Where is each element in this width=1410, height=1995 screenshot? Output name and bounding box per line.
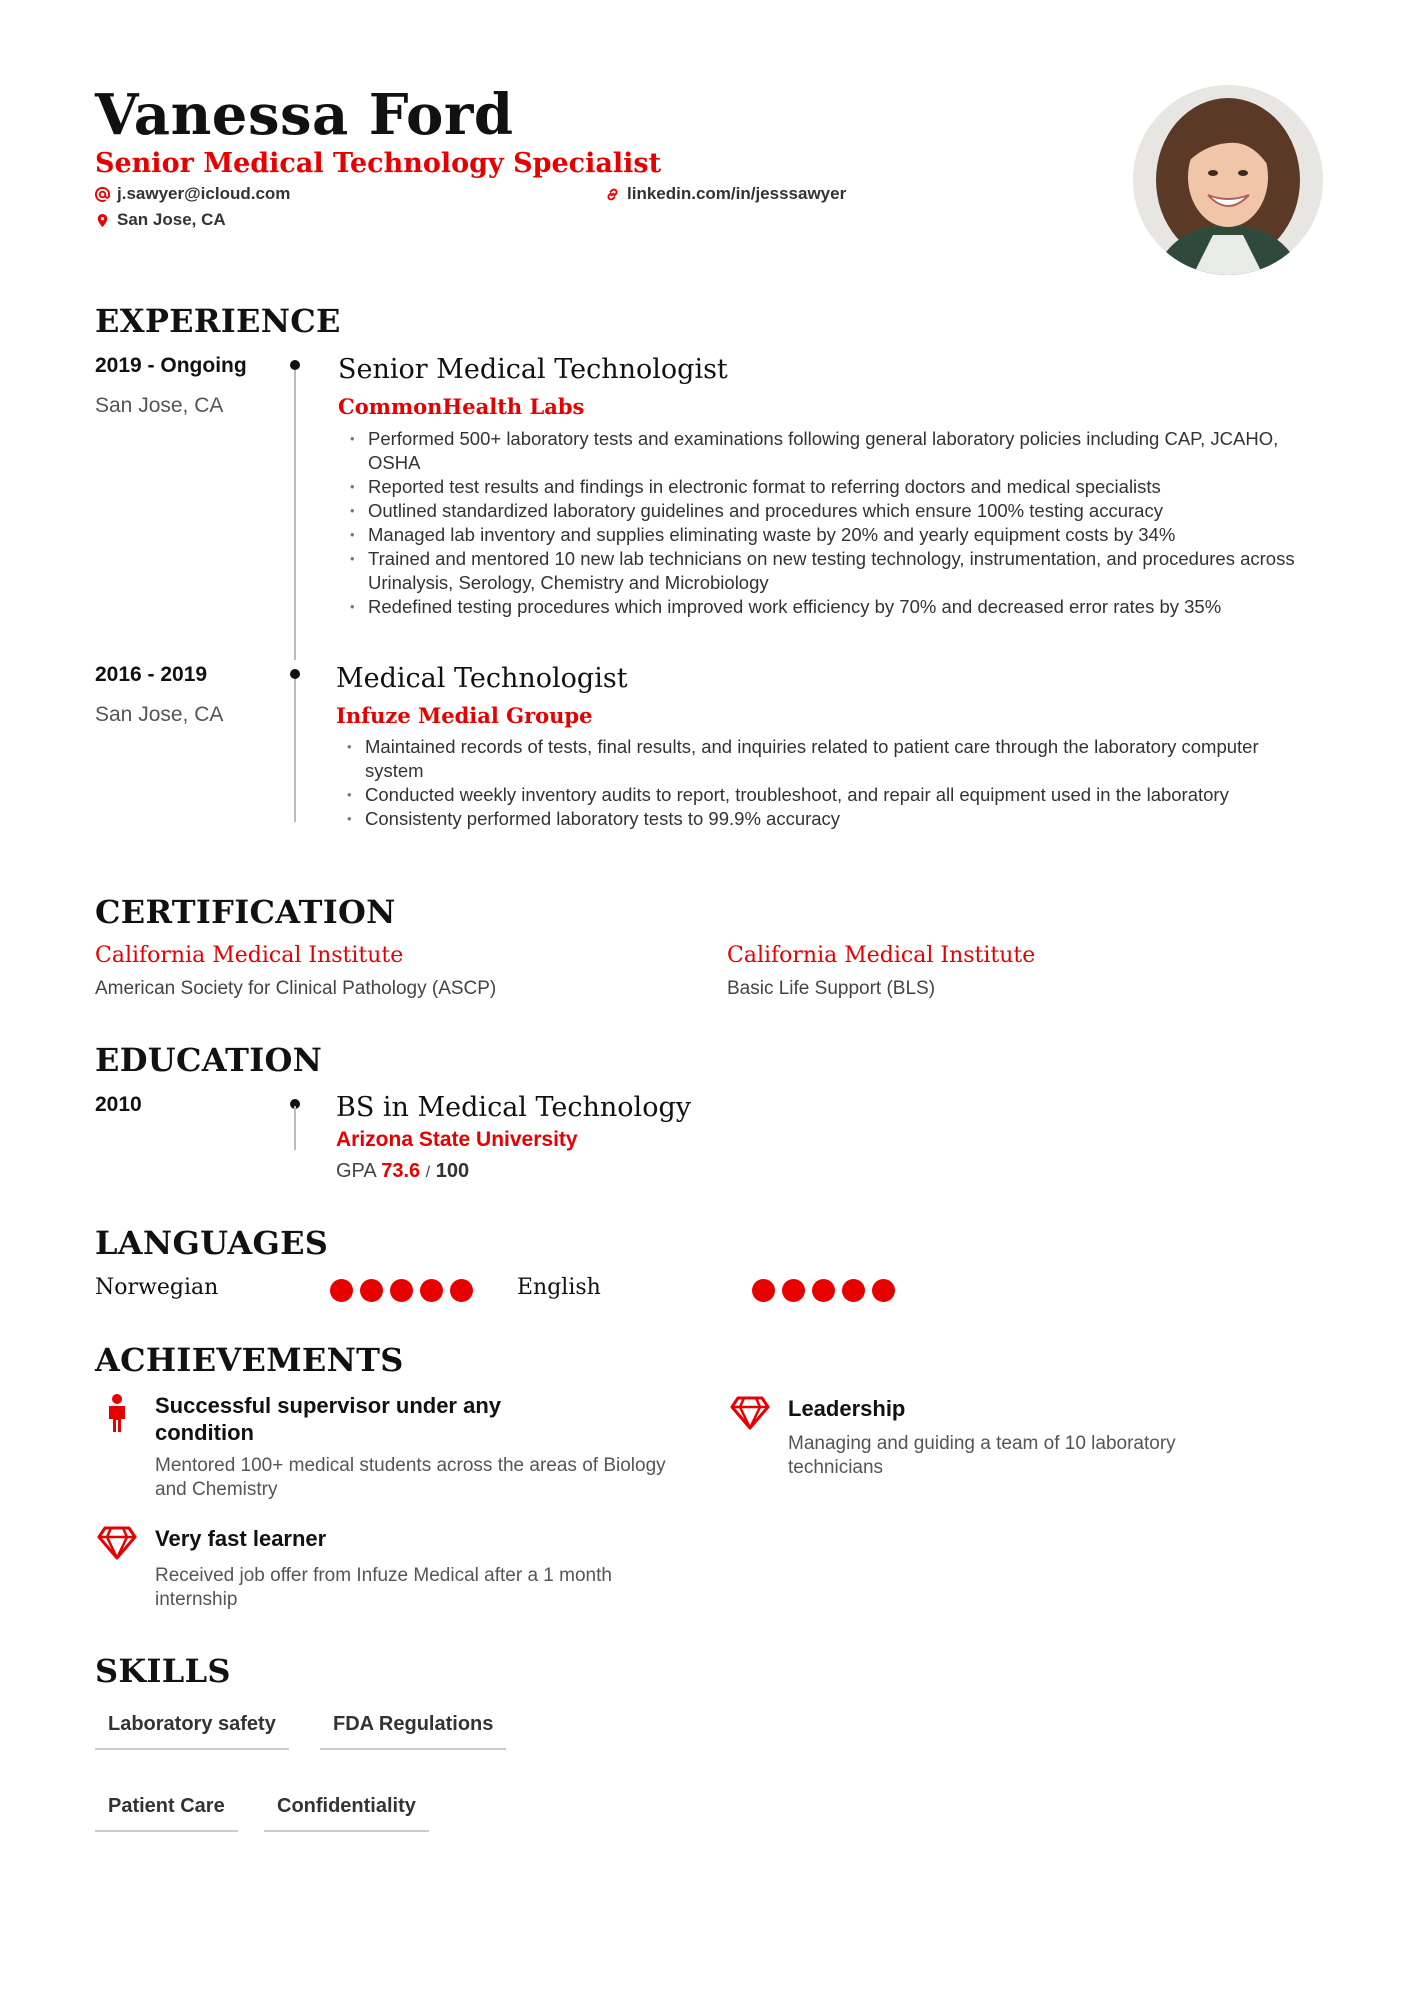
rating-dot [390, 1279, 413, 1302]
job-1-bullet: • Trained and mentored 10 new lab technicians on new testing technology, instrumentation, and procedures across Urinalysis, Serology, Chemistry and Microbiology [346, 547, 1326, 595]
achievement-2-title: Leadership [788, 1396, 906, 1421]
skills-heading: SKILLS [95, 1652, 231, 1690]
linkedin-text: linkedin.com/in/jesssawyer [627, 184, 847, 203]
job-2-location: San Jose, CA [95, 703, 224, 726]
rating-dot [812, 1279, 835, 1302]
rating-dot [872, 1279, 895, 1302]
job-2-bullet: • Maintained records of tests, final results, and inquiries related to patient care through the laboratory computer system [343, 735, 1313, 783]
job-2-role: Medical Technologist [336, 663, 628, 694]
language-2-rating [752, 1279, 895, 1302]
cert-2-name: Basic Life Support (BLS) [727, 978, 936, 999]
job-2-timeline-line [294, 672, 296, 822]
languages-heading: LANGUAGES [95, 1224, 329, 1262]
at-icon [95, 187, 110, 202]
job-2-dates: 2016 - 2019 [95, 663, 208, 686]
language-1-rating [330, 1279, 473, 1302]
skill-tag: FDA Regulations [320, 1713, 506, 1750]
language-1-name: Norwegian [95, 1275, 219, 1300]
location-pin-icon [95, 213, 110, 228]
job-2-timeline-dot [290, 669, 300, 679]
cert-1-name: American Society for Clinical Pathology (ASCP) [95, 978, 497, 999]
achievement-3-title: Very fast learner [155, 1526, 327, 1551]
linkedin-contact[interactable] [605, 184, 846, 204]
achievements-heading: ACHIEVEMENTS [95, 1341, 404, 1379]
person-icon [97, 1393, 137, 1438]
education-gpa [336, 1160, 469, 1183]
achievement-2-desc: Managing and guiding a team of 10 laboratory technicians [788, 1433, 1176, 1478]
job-1-dates: 2019 - Ongoing [95, 354, 247, 377]
job-2-bullet: • Conducted weekly inventory audits to report, troubleshoot, and repair all equipment used in the laboratory [343, 783, 1313, 807]
email-text: j.sawyer@icloud.com [117, 184, 291, 203]
rating-dot [752, 1279, 775, 1302]
education-school: Arizona State University [336, 1128, 578, 1151]
gpa-label: GPA [336, 1160, 376, 1182]
job-1-bullet: • Outlined standardized laboratory guidelines and procedures which ensure 100% testing accuracy [346, 499, 1326, 523]
job-1-company: CommonHealth Labs [338, 394, 585, 419]
skill-tag: Confidentiality [264, 1795, 429, 1832]
location-contact [95, 210, 226, 230]
job-1-timeline-dot [290, 360, 300, 370]
achievement-3-desc: Received job offer from Infuze Medical after a 1 month internship [155, 1565, 612, 1610]
job-1-bullet: • Performed 500+ laboratory tests and examinations following general laboratory policies including CAP, JCAHO, OSHA [346, 427, 1326, 475]
job-2-company: Infuze Medial Groupe [336, 703, 593, 728]
diamond-icon [97, 1522, 137, 1567]
cert-1-institution: California Medical Institute [95, 943, 404, 968]
education-heading: EDUCATION [95, 1041, 323, 1079]
rating-dot [420, 1279, 443, 1302]
job-title: Senior Medical Technology Specialist [95, 148, 662, 179]
certification-heading: CERTIFICATION [95, 893, 396, 931]
rating-dot [782, 1279, 805, 1302]
rating-dot [450, 1279, 473, 1302]
diamond-icon [730, 1392, 770, 1437]
gpa-value: 73.6 [381, 1160, 421, 1182]
cert-2-institution: California Medical Institute [727, 943, 1036, 968]
job-2-bullets [343, 735, 1313, 831]
job-2-bullet: • Consistenty performed laboratory tests to 99.9% accuracy [343, 807, 1313, 831]
education-degree: BS in Medical Technology [336, 1092, 691, 1123]
education-year: 2010 [95, 1093, 142, 1116]
profile-photo [1133, 85, 1323, 275]
language-2-name: English [517, 1275, 601, 1300]
job-1-bullet: • Redefined testing procedures which improved work efficiency by 70% and decreased error rates by 35% [346, 595, 1326, 619]
experience-timeline-line [294, 368, 296, 660]
job-1-bullets [346, 427, 1326, 619]
rating-dot [842, 1279, 865, 1302]
link-icon [605, 187, 620, 202]
job-1-bullet: • Reported test results and findings in electronic format to referring doctors and medical specialists [346, 475, 1326, 499]
job-1-bullet: • Managed lab inventory and supplies eliminating waste by 20% and yearly equipment costs by 34% [346, 523, 1326, 547]
skill-tag: Laboratory safety [95, 1713, 289, 1750]
skill-tag: Patient Care [95, 1795, 238, 1832]
achievement-1-desc: Mentored 100+ medical students across the areas of Biology and Chemistry [155, 1455, 666, 1500]
candidate-name: Vanessa Ford [95, 82, 514, 148]
gpa-max: 100 [435, 1160, 470, 1182]
location-text: San Jose, CA [117, 210, 226, 229]
job-1-role: Senior Medical Technologist [338, 354, 728, 385]
education-timeline-line [294, 1106, 296, 1150]
gpa-separator: / [425, 1164, 431, 1181]
rating-dot [360, 1279, 383, 1302]
experience-heading: EXPERIENCE [95, 302, 341, 340]
email-contact[interactable] [95, 184, 290, 204]
rating-dot [330, 1279, 353, 1302]
job-1-location: San Jose, CA [95, 394, 224, 417]
achievement-1-title: Successful supervisor under any condition [155, 1393, 502, 1445]
